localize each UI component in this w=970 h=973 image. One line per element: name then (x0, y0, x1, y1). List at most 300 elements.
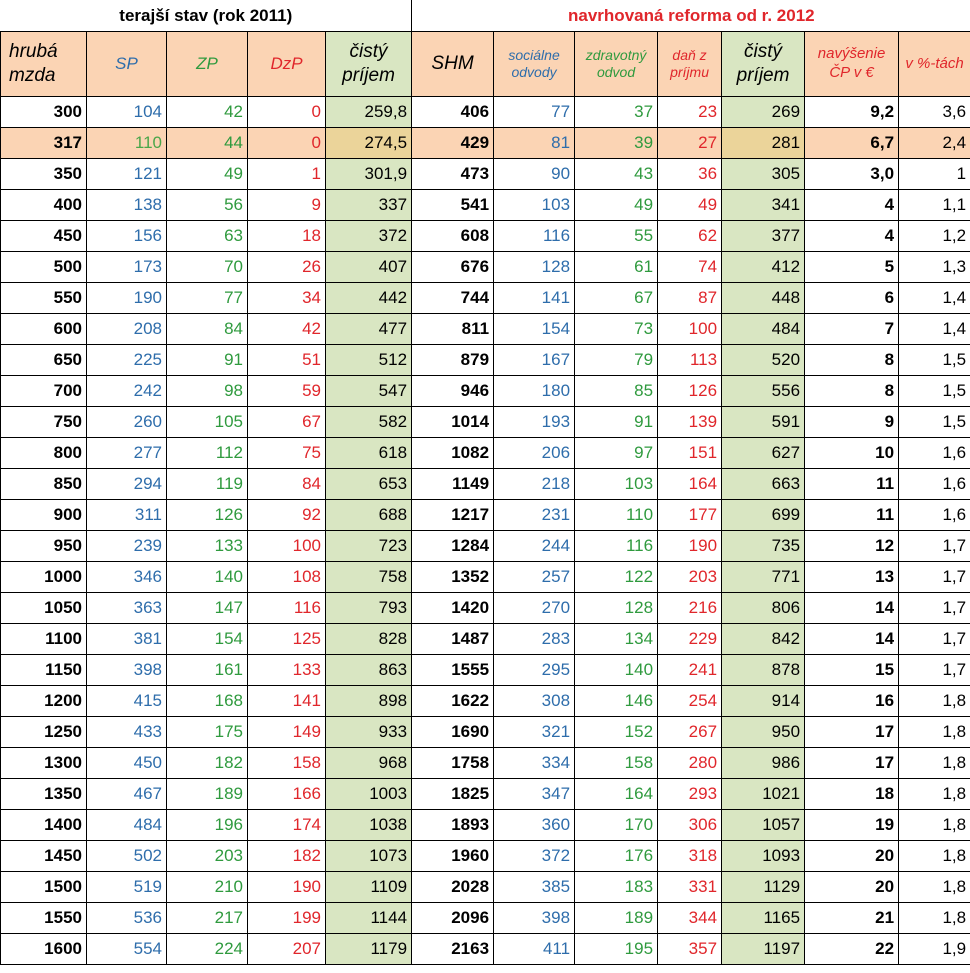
cell-social: 90 (494, 159, 575, 190)
cell-tax: 344 (658, 903, 722, 934)
cell-net-new: 842 (722, 624, 805, 655)
cell-increase: 14 (805, 593, 899, 624)
cell-dzp: 149 (248, 717, 326, 748)
cell-net-old: 372 (326, 221, 412, 252)
cell-percent: 2,4 (899, 128, 970, 159)
cell-percent: 1,2 (899, 221, 970, 252)
cell-net-old: 442 (326, 283, 412, 314)
cell-shm: 429 (412, 128, 494, 159)
cell-percent: 1,7 (899, 624, 970, 655)
cell-zp: 119 (167, 469, 248, 500)
cell-increase: 4 (805, 221, 899, 252)
cell-health: 97 (575, 438, 658, 469)
cell-increase: 15 (805, 655, 899, 686)
cell-social: 372 (494, 841, 575, 872)
cell-health: 152 (575, 717, 658, 748)
cell-tax: 74 (658, 252, 722, 283)
cell-dzp: 26 (248, 252, 326, 283)
cell-tax: 177 (658, 500, 722, 531)
cell-tax: 113 (658, 345, 722, 376)
cell-health: 170 (575, 810, 658, 841)
cell-percent: 1 (899, 159, 970, 190)
cell-zp: 147 (167, 593, 248, 624)
cell-gross: 650 (1, 345, 87, 376)
cell-net-old: 337 (326, 190, 412, 221)
cell-health: 43 (575, 159, 658, 190)
cell-sp: 173 (87, 252, 167, 283)
cell-health: 158 (575, 748, 658, 779)
cell-net-new: 806 (722, 593, 805, 624)
col-net-new: čistý príjem (722, 32, 805, 97)
cell-tax: 216 (658, 593, 722, 624)
cell-net-old: 582 (326, 407, 412, 438)
cell-gross: 450 (1, 221, 87, 252)
cell-net-old: 274,5 (326, 128, 412, 159)
cell-net-new: 269 (722, 97, 805, 128)
cell-shm: 1284 (412, 531, 494, 562)
cell-gross: 1400 (1, 810, 87, 841)
cell-zp: 203 (167, 841, 248, 872)
cell-tax: 241 (658, 655, 722, 686)
cell-social: 411 (494, 934, 575, 965)
col-increase: navýšenie ČP v € (805, 32, 899, 97)
table-body (1, 97, 970, 965)
cell-shm: 744 (412, 283, 494, 314)
cell-shm: 879 (412, 345, 494, 376)
cell-social: 257 (494, 562, 575, 593)
cell-increase: 17 (805, 748, 899, 779)
cell-increase: 8 (805, 376, 899, 407)
cell-dzp: 0 (248, 97, 326, 128)
col-gross: hrubá mzda (1, 32, 87, 97)
cell-social: 270 (494, 593, 575, 624)
col-dzp: DzP (248, 32, 326, 97)
cell-increase: 9 (805, 407, 899, 438)
cell-gross: 1500 (1, 872, 87, 903)
cell-net-new: 1165 (722, 903, 805, 934)
cell-zp: 56 (167, 190, 248, 221)
cell-net-new: 699 (722, 500, 805, 531)
cell-gross: 400 (1, 190, 87, 221)
cell-percent: 1,8 (899, 810, 970, 841)
cell-shm: 946 (412, 376, 494, 407)
cell-shm: 1149 (412, 469, 494, 500)
cell-dzp: 34 (248, 283, 326, 314)
table-row (1, 314, 970, 345)
cell-tax: 23 (658, 97, 722, 128)
cell-increase: 9,2 (805, 97, 899, 128)
col-social: sociálne odvody (494, 32, 575, 97)
cell-zp: 196 (167, 810, 248, 841)
cell-tax: 254 (658, 686, 722, 717)
cell-net-old: 968 (326, 748, 412, 779)
cell-shm: 1082 (412, 438, 494, 469)
table-row (1, 562, 970, 593)
cell-tax: 139 (658, 407, 722, 438)
cell-social: 321 (494, 717, 575, 748)
cell-net-new: 1021 (722, 779, 805, 810)
cell-gross: 350 (1, 159, 87, 190)
cell-zp: 175 (167, 717, 248, 748)
cell-zp: 154 (167, 624, 248, 655)
cell-percent: 1,3 (899, 252, 970, 283)
cell-social: 295 (494, 655, 575, 686)
group-current: terajší stav (rok 2011) (1, 0, 412, 32)
cell-tax: 49 (658, 190, 722, 221)
cell-zp: 84 (167, 314, 248, 345)
cell-health: 61 (575, 252, 658, 283)
cell-percent: 1,4 (899, 283, 970, 314)
table-row (1, 469, 970, 500)
cell-percent: 1,7 (899, 531, 970, 562)
cell-shm: 2096 (412, 903, 494, 934)
cell-dzp: 190 (248, 872, 326, 903)
cell-social: 334 (494, 748, 575, 779)
cell-sp: 225 (87, 345, 167, 376)
cell-net-new: 377 (722, 221, 805, 252)
cell-gross: 800 (1, 438, 87, 469)
col-percent: v %-tách (899, 32, 970, 97)
cell-social: 141 (494, 283, 575, 314)
cell-percent: 1,1 (899, 190, 970, 221)
cell-health: 55 (575, 221, 658, 252)
cell-sp: 554 (87, 934, 167, 965)
cell-dzp: 75 (248, 438, 326, 469)
cell-tax: 190 (658, 531, 722, 562)
cell-zp: 140 (167, 562, 248, 593)
cell-sp: 381 (87, 624, 167, 655)
cell-net-new: 281 (722, 128, 805, 159)
cell-zp: 105 (167, 407, 248, 438)
cell-social: 283 (494, 624, 575, 655)
cell-social: 103 (494, 190, 575, 221)
table-row (1, 872, 970, 903)
cell-net-new: 735 (722, 531, 805, 562)
cell-zp: 210 (167, 872, 248, 903)
cell-net-new: 627 (722, 438, 805, 469)
cell-sp: 311 (87, 500, 167, 531)
cell-increase: 5 (805, 252, 899, 283)
cell-zp: 77 (167, 283, 248, 314)
table-row (1, 252, 970, 283)
cell-social: 77 (494, 97, 575, 128)
table-row (1, 686, 970, 717)
cell-increase: 12 (805, 531, 899, 562)
cell-increase: 13 (805, 562, 899, 593)
cell-social: 193 (494, 407, 575, 438)
cell-shm: 1690 (412, 717, 494, 748)
cell-sp: 242 (87, 376, 167, 407)
cell-dzp: 207 (248, 934, 326, 965)
table-row (1, 500, 970, 531)
cell-percent: 1,7 (899, 562, 970, 593)
cell-increase: 11 (805, 469, 899, 500)
col-shm: SHM (412, 32, 494, 97)
cell-health: 134 (575, 624, 658, 655)
cell-sp: 450 (87, 748, 167, 779)
cell-tax: 164 (658, 469, 722, 500)
cell-zp: 49 (167, 159, 248, 190)
cell-health: 183 (575, 872, 658, 903)
cell-shm: 811 (412, 314, 494, 345)
cell-social: 308 (494, 686, 575, 717)
cell-tax: 293 (658, 779, 722, 810)
cell-increase: 4 (805, 190, 899, 221)
cell-percent: 1,8 (899, 748, 970, 779)
cell-sp: 433 (87, 717, 167, 748)
cell-health: 39 (575, 128, 658, 159)
cell-shm: 1825 (412, 779, 494, 810)
cell-shm: 1217 (412, 500, 494, 531)
table-row (1, 283, 970, 314)
cell-shm: 1758 (412, 748, 494, 779)
cell-dzp: 18 (248, 221, 326, 252)
cell-net-new: 305 (722, 159, 805, 190)
cell-zp: 44 (167, 128, 248, 159)
cell-dzp: 0 (248, 128, 326, 159)
cell-percent: 1,8 (899, 717, 970, 748)
cell-increase: 11 (805, 500, 899, 531)
table-row (1, 655, 970, 686)
group-reform: navrhovaná reforma od r. 2012 (412, 0, 970, 32)
cell-sp: 502 (87, 841, 167, 872)
cell-net-old: 723 (326, 531, 412, 562)
cell-percent: 1,8 (899, 686, 970, 717)
cell-percent: 1,9 (899, 934, 970, 965)
cell-net-new: 1093 (722, 841, 805, 872)
cell-sp: 239 (87, 531, 167, 562)
cell-increase: 3,0 (805, 159, 899, 190)
cell-tax: 27 (658, 128, 722, 159)
cell-net-old: 1003 (326, 779, 412, 810)
cell-tax: 306 (658, 810, 722, 841)
cell-net-new: 520 (722, 345, 805, 376)
cell-zp: 189 (167, 779, 248, 810)
cell-health: 116 (575, 531, 658, 562)
cell-percent: 1,5 (899, 407, 970, 438)
cell-tax: 280 (658, 748, 722, 779)
cell-net-old: 863 (326, 655, 412, 686)
cell-increase: 21 (805, 903, 899, 934)
cell-gross: 1150 (1, 655, 87, 686)
cell-net-new: 412 (722, 252, 805, 283)
cell-percent: 3,6 (899, 97, 970, 128)
cell-increase: 22 (805, 934, 899, 965)
cell-gross: 317 (1, 128, 87, 159)
cell-gross: 1550 (1, 903, 87, 934)
cell-percent: 1,8 (899, 872, 970, 903)
cell-tax: 62 (658, 221, 722, 252)
cell-gross: 550 (1, 283, 87, 314)
cell-shm: 1420 (412, 593, 494, 624)
cell-sp: 121 (87, 159, 167, 190)
cell-gross: 1350 (1, 779, 87, 810)
column-header-row (1, 32, 970, 97)
cell-shm: 2163 (412, 934, 494, 965)
cell-sp: 190 (87, 283, 167, 314)
cell-gross: 600 (1, 314, 87, 345)
cell-social: 360 (494, 810, 575, 841)
cell-sp: 519 (87, 872, 167, 903)
cell-shm: 676 (412, 252, 494, 283)
table-row (1, 159, 970, 190)
cell-zp: 126 (167, 500, 248, 531)
cell-net-new: 914 (722, 686, 805, 717)
cell-health: 189 (575, 903, 658, 934)
cell-gross: 1100 (1, 624, 87, 655)
cell-sp: 415 (87, 686, 167, 717)
cell-tax: 151 (658, 438, 722, 469)
cell-tax: 229 (658, 624, 722, 655)
cell-dzp: 141 (248, 686, 326, 717)
cell-sp: 156 (87, 221, 167, 252)
cell-dzp: 182 (248, 841, 326, 872)
cell-net-new: 950 (722, 717, 805, 748)
cell-dzp: 199 (248, 903, 326, 934)
cell-shm: 1893 (412, 810, 494, 841)
cell-net-old: 793 (326, 593, 412, 624)
cell-health: 103 (575, 469, 658, 500)
cell-zp: 182 (167, 748, 248, 779)
cell-net-old: 512 (326, 345, 412, 376)
cell-shm: 1352 (412, 562, 494, 593)
cell-health: 140 (575, 655, 658, 686)
cell-tax: 331 (658, 872, 722, 903)
cell-shm: 1622 (412, 686, 494, 717)
cell-social: 81 (494, 128, 575, 159)
cell-percent: 1,4 (899, 314, 970, 345)
cell-tax: 318 (658, 841, 722, 872)
cell-gross: 1450 (1, 841, 87, 872)
cell-zp: 112 (167, 438, 248, 469)
cell-increase: 6,7 (805, 128, 899, 159)
cell-net-old: 933 (326, 717, 412, 748)
table-row (1, 221, 970, 252)
cell-social: 244 (494, 531, 575, 562)
cell-tax: 126 (658, 376, 722, 407)
cell-gross: 1250 (1, 717, 87, 748)
col-zp: ZP (167, 32, 248, 97)
cell-shm: 2028 (412, 872, 494, 903)
cell-dzp: 100 (248, 531, 326, 562)
cell-health: 128 (575, 593, 658, 624)
cell-sp: 104 (87, 97, 167, 128)
cell-zp: 70 (167, 252, 248, 283)
cell-net-old: 1179 (326, 934, 412, 965)
cell-net-old: 828 (326, 624, 412, 655)
cell-social: 218 (494, 469, 575, 500)
cell-net-old: 259,8 (326, 97, 412, 128)
cell-percent: 1,5 (899, 345, 970, 376)
table-row (1, 97, 970, 128)
cell-gross: 300 (1, 97, 87, 128)
cell-health: 146 (575, 686, 658, 717)
cell-social: 231 (494, 500, 575, 531)
cell-dzp: 42 (248, 314, 326, 345)
table-row (1, 376, 970, 407)
cell-gross: 850 (1, 469, 87, 500)
cell-zp: 91 (167, 345, 248, 376)
cell-percent: 1,6 (899, 500, 970, 531)
cell-zp: 63 (167, 221, 248, 252)
cell-gross: 1000 (1, 562, 87, 593)
table-row (1, 438, 970, 469)
cell-tax: 87 (658, 283, 722, 314)
cell-sp: 277 (87, 438, 167, 469)
cell-social: 167 (494, 345, 575, 376)
cell-tax: 357 (658, 934, 722, 965)
cell-sp: 536 (87, 903, 167, 934)
cell-social: 128 (494, 252, 575, 283)
cell-zp: 133 (167, 531, 248, 562)
cell-increase: 19 (805, 810, 899, 841)
cell-dzp: 116 (248, 593, 326, 624)
cell-increase: 14 (805, 624, 899, 655)
cell-social: 116 (494, 221, 575, 252)
cell-net-old: 407 (326, 252, 412, 283)
cell-health: 164 (575, 779, 658, 810)
cell-health: 85 (575, 376, 658, 407)
cell-increase: 20 (805, 872, 899, 903)
cell-net-old: 477 (326, 314, 412, 345)
cell-increase: 17 (805, 717, 899, 748)
table-row (1, 779, 970, 810)
table-row (1, 841, 970, 872)
cell-net-old: 1073 (326, 841, 412, 872)
cell-sp: 467 (87, 779, 167, 810)
cell-gross: 500 (1, 252, 87, 283)
cell-health: 195 (575, 934, 658, 965)
cell-percent: 1,5 (899, 376, 970, 407)
table-row (1, 531, 970, 562)
cell-social: 206 (494, 438, 575, 469)
cell-net-old: 1144 (326, 903, 412, 934)
cell-net-new: 484 (722, 314, 805, 345)
cell-sp: 260 (87, 407, 167, 438)
cell-net-new: 986 (722, 748, 805, 779)
cell-gross: 1600 (1, 934, 87, 965)
col-sp: SP (87, 32, 167, 97)
cell-net-old: 1109 (326, 872, 412, 903)
cell-gross: 750 (1, 407, 87, 438)
table-row (1, 810, 970, 841)
cell-health: 67 (575, 283, 658, 314)
cell-dzp: 125 (248, 624, 326, 655)
cell-increase: 10 (805, 438, 899, 469)
cell-percent: 1,6 (899, 469, 970, 500)
cell-shm: 1960 (412, 841, 494, 872)
cell-dzp: 59 (248, 376, 326, 407)
table-row (1, 748, 970, 779)
cell-social: 398 (494, 903, 575, 934)
cell-sp: 346 (87, 562, 167, 593)
table-row (1, 407, 970, 438)
cell-gross: 950 (1, 531, 87, 562)
cell-net-old: 301,9 (326, 159, 412, 190)
table-row (1, 934, 970, 965)
cell-sp: 208 (87, 314, 167, 345)
col-net-old: čistý príjem (326, 32, 412, 97)
cell-shm: 1014 (412, 407, 494, 438)
cell-health: 176 (575, 841, 658, 872)
table-row (1, 903, 970, 934)
cell-zp: 168 (167, 686, 248, 717)
cell-shm: 406 (412, 97, 494, 128)
cell-gross: 1300 (1, 748, 87, 779)
cell-social: 347 (494, 779, 575, 810)
cell-shm: 1555 (412, 655, 494, 686)
cell-increase: 16 (805, 686, 899, 717)
